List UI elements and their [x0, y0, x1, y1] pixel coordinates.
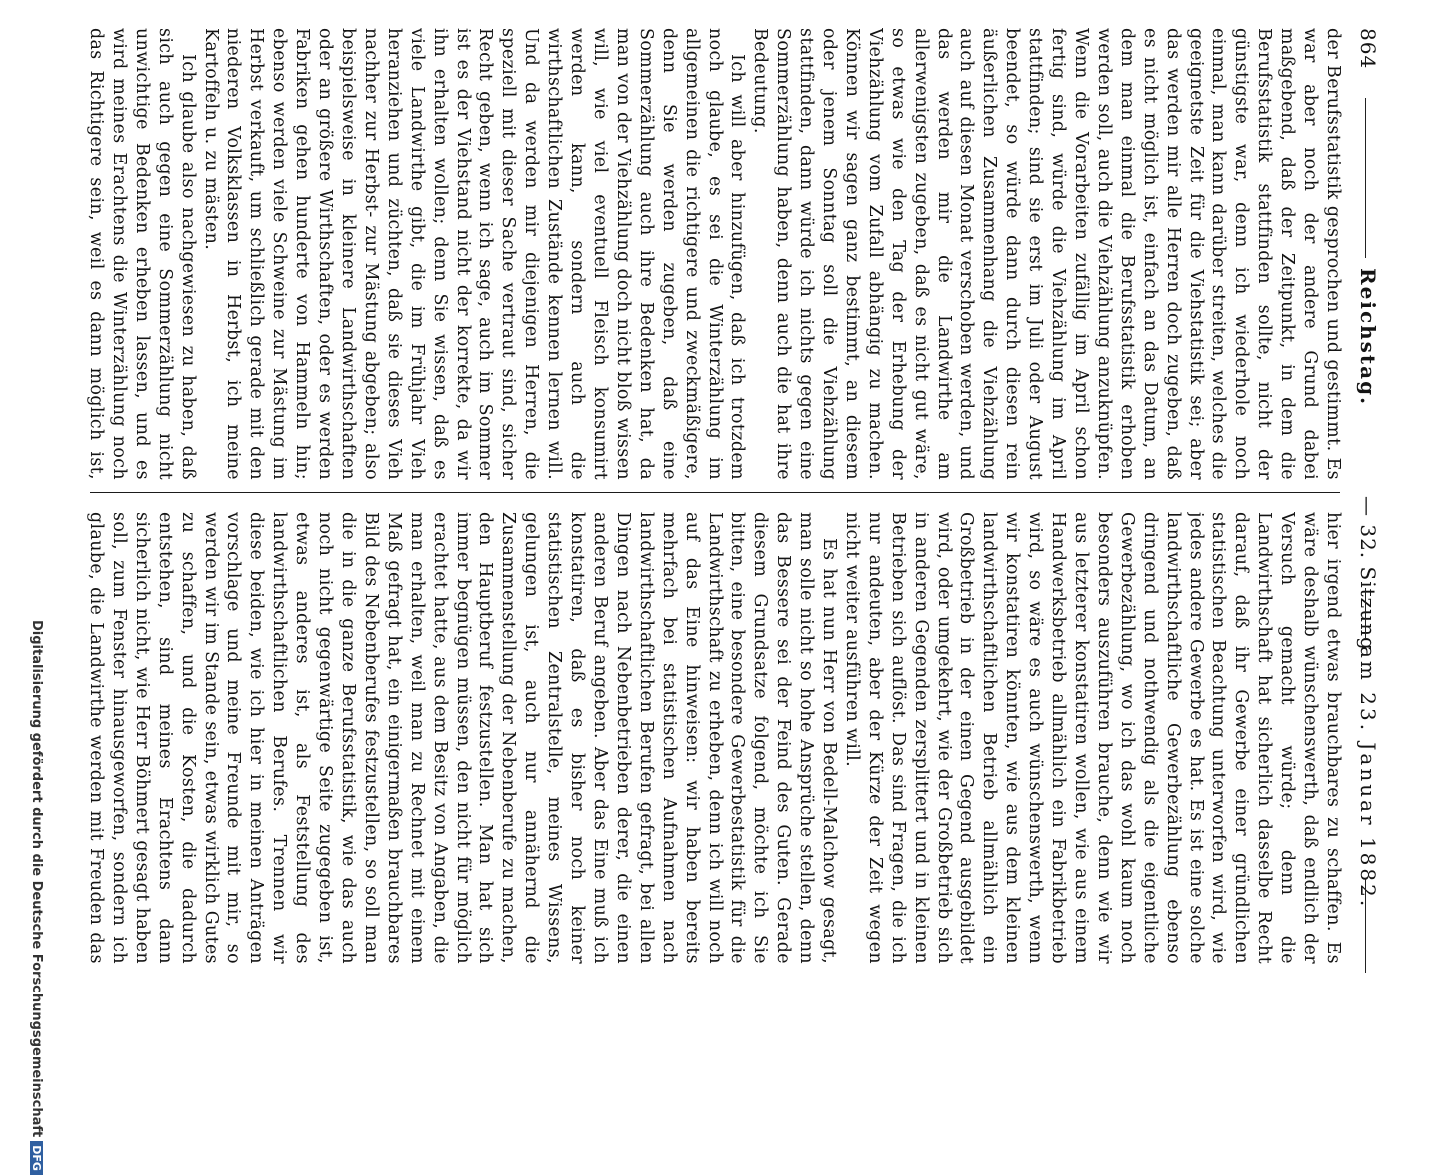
left-text-column	[84, 28, 1344, 480]
page-title: Reichstag.	[1356, 268, 1380, 407]
right-text-column	[84, 512, 1344, 964]
session-date: am 23. Januar 1882.	[1356, 646, 1380, 910]
session-label: — 32. Sitzung	[1356, 496, 1380, 651]
header-rule	[1365, 98, 1366, 258]
paragraph: Ich will aber hinzufügen, daß ich trotzdem noch glaube, es sei die Winterzählung im allgemeinen die richtigere und zweckmäßigere, denn Sie werden zugeben, daß eine Sommerzählung auch ihre Bedenken hat, da man von der Viehzählung doch nicht bloß wissen will, wie viel eventuell Fleisch konsumirt werden kann, sondern auch die wirthschaftlichen Zustände kennen lernen will. Und da werden mir diejenigen Herren, die speziell mit dieser Sache vertraut sind, sicher Recht geben, wenn ich sage, auch im Sommer ist es der Viehstand nicht der korrekte, da wir ihn erhalten wollen; denn Sie wissen, daß es viele Landwirthe gibt, die im Frühjahr Vieh heranziehen und züchten, daß sie dieses Vieh nachher zur Herbst- zur Mästung abgeben; also beispielsweise in kleinere Landwirthschaften oder an größere Wirthschaften, oder es werden Fabriken gehen hunderte von Hammeln hin; ebenso werden viele Schweine zur Mästung im Herbst verkauft, um schließlich gerade mit den niederen Volksklassen in Herbst, ich meine Kartoffeln u. zu mästen.	[200, 28, 748, 480]
paragraph: hier irgend etwas brauchbares zu schaffen. Es wäre deshalb wünschenswerth, daß endlich der Versuch gemacht würde; denn die Landwirthschaft hat sicherlich dasselbe Recht darauf, daß ihr Gewerbe einer gründlichen statistischen Beachtung unterworfen wird, wie jedes andere Gewerbe es hat. Es ist eine solche landwirthschaftliche Gewerbezählung ebenso dringend und nothwendig als die eigentliche Gewerbezählung, wo ich das wohl kaum noch besonders auszuführen brauche, denn wie wir aus letzterer konstatiren wollen, wie aus einem Handwerksbetrieb allmählich ein Fabrikbetrieb wird, so wäre es auch wünschenswerth, wenn wir konstatiren könnten, wie aus dem kleinen landwirthschaftlichen Betrieb allmählich ein Großbetrieb in der einen Gegend ausgebildet wird, oder umgekehrt, wie der Großbetrieb sich in anderen Gegenden zersplittert und in kleinen Betrieben sich auflöst. Das sind Fragen, die ich nur andeuten, aber der Kürze der Zeit wegen nicht weiter ausführen will.	[841, 512, 1343, 964]
credit-text: Digitalisierung gefördert durch die Deutsche Forschungsgemeinschaft	[29, 620, 44, 1138]
paragraph: Es hat nun Herr von Bedell-Malchow gesagt, man solle nicht so hohe Ansprüche stellen, denn das Bessere sei der Feind des Guten. Gerade diesem Grundsatze folgend, möchte ich Sie bitten, eine besondere Gewerbestatistik für die Landwirthschaft zu erheben, denn ich will noch auf das Eine hinweisen: wir haben bereits mehrfach bei statistischen Aufnahmen nach landwirthschaftlichen Berufen gefragt, bei allen Dingen nach Nebenbetrieben derer, die einen anderen Beruf angeben. Aber das Eine muß ich konstatiren, daß es bisher noch keiner statistischen Zentralstelle, meines Wissens, gelungen ist, auch nur annähernd die Zusammenstellung der Nebenberufe zu machen, den Hauptberuf festzustellen. Man hat sich immer begnügen müssen, den nicht für möglich erachtet hatte, aus dem Besitz von Angaben, die man erhalten, weil man zu Rechnet mit einem Maß gefragt hat, ein einigermaßen brauchbares Bild des Nebenberufes festzustellen, so soll man die in die ganze Berufsstatistik, wie das auch noch nicht gegenwärtige Seite zugegeben ist, etwas anderes ist, als Feststellung des landwirthschaftlichen Berufes. Trennen wir diese beiden, wie ich hier in meinen Anträgen vorschlage und meine Freunde mit mir, so werden wir im Stande sein, etwas wirklich Gutes zu schaffen, und die Kosten, die dadurch entstehen, sind meines Erachtens dann sicherlich nicht, wie Herr Böhmert gesagt haben soll, zum Fenster hinausgeworfen, sondern ich glaube, die Landwirthe werden mit Freuden das	[86, 512, 840, 964]
page-number: 864	[1356, 28, 1380, 70]
paragraph: der Berufsstatistik gesprochen und gestimmt. Es war aber noch der andere Grund dabei maßgebend, daß der Zeitpunkt, in dem die Berufsstatistik stattfinden sollte, nicht der günstigste war, denn ich wiederhole noch einmal, man kann darüber streiten, welches die geeignetste Zeit für die Viehstatistik sei; aber das werden mir alle Herren doch zugeben, daß es nicht möglich ist, einfach an das Datum, an dem man einmal die Berufsstatistik erhoben werden soll, auch die Viehzählung anzuknüpfen. Wenn die Vorarbeiten zufällig im April schon fertig sind, würde die Viehzählung im April stattfinden; sind sie erst im Juli oder August beendet, so würde dann durch diesen rein äußerlichen Zusammenhang die Viehzählung auch auf diesen Monat verschoben werden, und das werden mir die Landwirthe am allerwenigsten zugeben, daß es nicht gut wäre, so etwas wie den Tag der Erhebung der Viehzählung vom Zufall abhängig zu machen. Können wir sagen ganz bestimmt, an diesem oder jenem Sonntag soll die Viehzählung stattfinden, dann würde ich nichts gegen eine Sommerzählung haben, denn auch die hat ihre Bedeutung.	[750, 28, 1343, 480]
dfg-logo: DFG	[30, 1141, 43, 1175]
header-rule	[1365, 588, 1366, 638]
column-divider	[90, 492, 1340, 493]
header-rule	[1365, 878, 1366, 973]
digitization-credit	[29, 620, 44, 1175]
page-header	[1346, 28, 1386, 968]
paragraph: Ich glaube also nachgewiesen zu haben, daß sich auch gegen eine Sommerzählung nicht unwichtige Bedenken erheben lassen, und es wird meines Erachtens die Winterzählung noch das Richtigere sein, weil es dann möglich ist,	[86, 28, 198, 480]
